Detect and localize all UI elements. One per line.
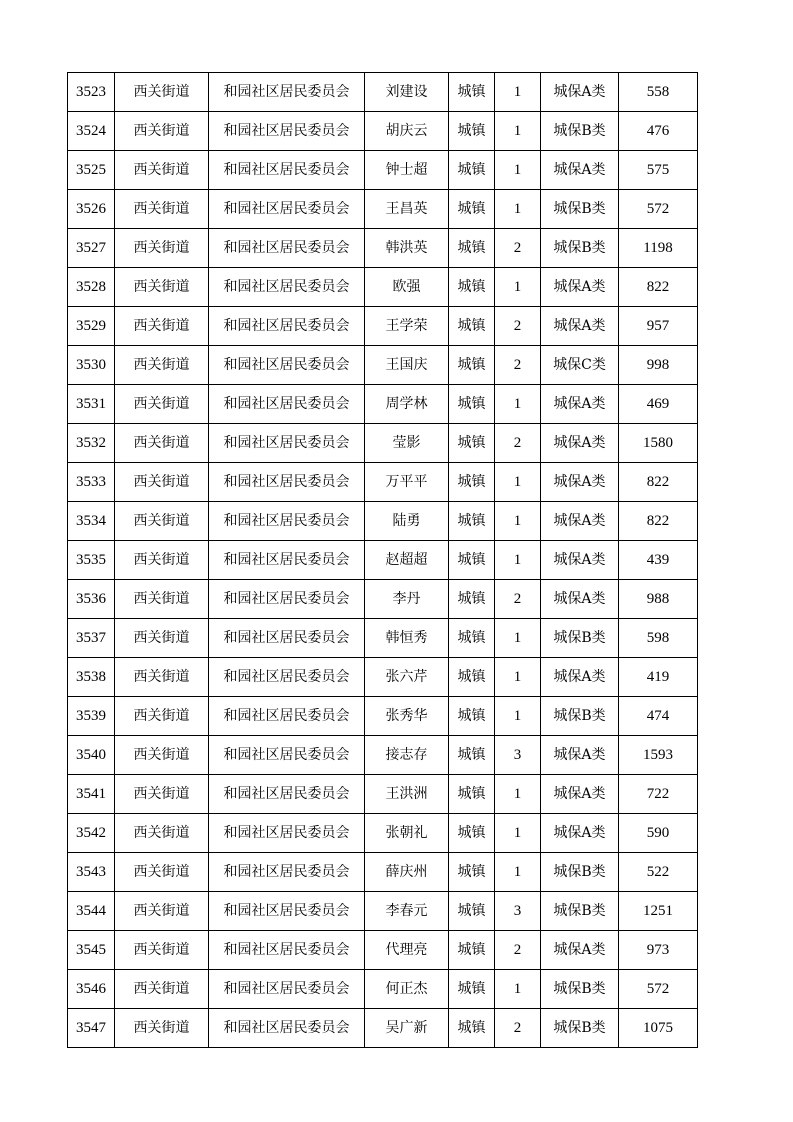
street-cell: 西关街道 <box>115 463 209 502</box>
row-number-cell: 3525 <box>68 151 115 190</box>
insurance-category-cell: 城保C类 <box>541 346 619 385</box>
area-type-cell: 城镇 <box>449 424 495 463</box>
committee-cell: 和园社区居民委员会 <box>209 1009 365 1048</box>
amount-cell: 419 <box>619 658 698 697</box>
benefit-roster-table <box>67 72 698 1048</box>
row-number-cell: 3532 <box>68 424 115 463</box>
resident-name-cell: 胡庆云 <box>365 112 449 151</box>
insurance-category-cell: 城保A类 <box>541 775 619 814</box>
resident-name-cell: 赵超超 <box>365 541 449 580</box>
household-size-cell: 1 <box>495 502 541 541</box>
committee-cell: 和园社区居民委员会 <box>209 307 365 346</box>
household-size-cell: 2 <box>495 580 541 619</box>
household-size-cell: 2 <box>495 931 541 970</box>
committee-cell: 和园社区居民委员会 <box>209 346 365 385</box>
household-size-cell: 1 <box>495 463 541 502</box>
area-type-cell: 城镇 <box>449 190 495 229</box>
table-row <box>68 346 698 385</box>
committee-cell: 和园社区居民委员会 <box>209 190 365 229</box>
household-size-cell: 2 <box>495 346 541 385</box>
area-type-cell: 城镇 <box>449 502 495 541</box>
committee-cell: 和园社区居民委员会 <box>209 385 365 424</box>
street-cell: 西关街道 <box>115 814 209 853</box>
insurance-category-cell: 城保A类 <box>541 541 619 580</box>
household-size-cell: 1 <box>495 151 541 190</box>
row-number-cell: 3536 <box>68 580 115 619</box>
area-type-cell: 城镇 <box>449 892 495 931</box>
amount-cell: 439 <box>619 541 698 580</box>
insurance-category-cell: 城保A类 <box>541 385 619 424</box>
household-size-cell: 1 <box>495 853 541 892</box>
table-row <box>68 697 698 736</box>
committee-cell: 和园社区居民委员会 <box>209 814 365 853</box>
amount-cell: 822 <box>619 268 698 307</box>
area-type-cell: 城镇 <box>449 736 495 775</box>
committee-cell: 和园社区居民委员会 <box>209 73 365 112</box>
amount-cell: 973 <box>619 931 698 970</box>
row-number-cell: 3524 <box>68 112 115 151</box>
street-cell: 西关街道 <box>115 385 209 424</box>
table-row <box>68 307 698 346</box>
insurance-category-cell: 城保A类 <box>541 307 619 346</box>
resident-name-cell: 张六芹 <box>365 658 449 697</box>
household-size-cell: 1 <box>495 385 541 424</box>
street-cell: 西关街道 <box>115 931 209 970</box>
table-row <box>68 1009 698 1048</box>
street-cell: 西关街道 <box>115 1009 209 1048</box>
amount-cell: 575 <box>619 151 698 190</box>
household-size-cell: 1 <box>495 658 541 697</box>
household-size-cell: 3 <box>495 892 541 931</box>
household-size-cell: 1 <box>495 970 541 1009</box>
table-row <box>68 424 698 463</box>
row-number-cell: 3533 <box>68 463 115 502</box>
area-type-cell: 城镇 <box>449 970 495 1009</box>
committee-cell: 和园社区居民委员会 <box>209 619 365 658</box>
household-size-cell: 1 <box>495 814 541 853</box>
area-type-cell: 城镇 <box>449 658 495 697</box>
resident-name-cell: 李丹 <box>365 580 449 619</box>
insurance-category-cell: 城保A类 <box>541 424 619 463</box>
resident-name-cell: 李春元 <box>365 892 449 931</box>
household-size-cell: 1 <box>495 112 541 151</box>
street-cell: 西关街道 <box>115 502 209 541</box>
area-type-cell: 城镇 <box>449 1009 495 1048</box>
household-size-cell: 1 <box>495 541 541 580</box>
resident-name-cell: 薛庆州 <box>365 853 449 892</box>
resident-name-cell: 张朝礼 <box>365 814 449 853</box>
committee-cell: 和园社区居民委员会 <box>209 775 365 814</box>
insurance-category-cell: 城保A类 <box>541 151 619 190</box>
area-type-cell: 城镇 <box>449 853 495 892</box>
amount-cell: 1075 <box>619 1009 698 1048</box>
table-row <box>68 931 698 970</box>
amount-cell: 1580 <box>619 424 698 463</box>
amount-cell: 998 <box>619 346 698 385</box>
area-type-cell: 城镇 <box>449 775 495 814</box>
street-cell: 西关街道 <box>115 229 209 268</box>
amount-cell: 1198 <box>619 229 698 268</box>
table-row <box>68 736 698 775</box>
resident-name-cell: 王国庆 <box>365 346 449 385</box>
resident-name-cell: 接志存 <box>365 736 449 775</box>
street-cell: 西关街道 <box>115 112 209 151</box>
table-row <box>68 814 698 853</box>
resident-name-cell: 王洪洲 <box>365 775 449 814</box>
resident-name-cell: 刘建设 <box>365 73 449 112</box>
household-size-cell: 2 <box>495 1009 541 1048</box>
street-cell: 西关街道 <box>115 970 209 1009</box>
household-size-cell: 1 <box>495 73 541 112</box>
insurance-category-cell: 城保B类 <box>541 970 619 1009</box>
committee-cell: 和园社区居民委员会 <box>209 736 365 775</box>
committee-cell: 和园社区居民委员会 <box>209 151 365 190</box>
amount-cell: 598 <box>619 619 698 658</box>
committee-cell: 和园社区居民委员会 <box>209 229 365 268</box>
row-number-cell: 3526 <box>68 190 115 229</box>
amount-cell: 474 <box>619 697 698 736</box>
resident-name-cell: 周学林 <box>365 385 449 424</box>
row-number-cell: 3527 <box>68 229 115 268</box>
area-type-cell: 城镇 <box>449 307 495 346</box>
street-cell: 西关街道 <box>115 346 209 385</box>
amount-cell: 476 <box>619 112 698 151</box>
committee-cell: 和园社区居民委员会 <box>209 424 365 463</box>
committee-cell: 和园社区居民委员会 <box>209 970 365 1009</box>
insurance-category-cell: 城保A类 <box>541 580 619 619</box>
resident-name-cell: 韩洪英 <box>365 229 449 268</box>
table-row <box>68 73 698 112</box>
amount-cell: 957 <box>619 307 698 346</box>
household-size-cell: 1 <box>495 619 541 658</box>
insurance-category-cell: 城保A类 <box>541 814 619 853</box>
amount-cell: 469 <box>619 385 698 424</box>
street-cell: 西关街道 <box>115 190 209 229</box>
table-row <box>68 853 698 892</box>
area-type-cell: 城镇 <box>449 112 495 151</box>
committee-cell: 和园社区居民委员会 <box>209 502 365 541</box>
resident-name-cell: 张秀华 <box>365 697 449 736</box>
street-cell: 西关街道 <box>115 580 209 619</box>
amount-cell: 988 <box>619 580 698 619</box>
insurance-category-cell: 城保B类 <box>541 1009 619 1048</box>
insurance-category-cell: 城保A类 <box>541 268 619 307</box>
street-cell: 西关街道 <box>115 658 209 697</box>
amount-cell: 722 <box>619 775 698 814</box>
area-type-cell: 城镇 <box>449 931 495 970</box>
amount-cell: 572 <box>619 970 698 1009</box>
insurance-category-cell: 城保A类 <box>541 502 619 541</box>
resident-name-cell: 王昌英 <box>365 190 449 229</box>
table-row <box>68 385 698 424</box>
row-number-cell: 3544 <box>68 892 115 931</box>
insurance-category-cell: 城保A类 <box>541 658 619 697</box>
area-type-cell: 城镇 <box>449 580 495 619</box>
insurance-category-cell: 城保A类 <box>541 73 619 112</box>
insurance-category-cell: 城保B类 <box>541 892 619 931</box>
insurance-category-cell: 城保A类 <box>541 736 619 775</box>
committee-cell: 和园社区居民委员会 <box>209 463 365 502</box>
row-number-cell: 3537 <box>68 619 115 658</box>
resident-name-cell: 韩恒秀 <box>365 619 449 658</box>
row-number-cell: 3546 <box>68 970 115 1009</box>
street-cell: 西关街道 <box>115 736 209 775</box>
area-type-cell: 城镇 <box>449 541 495 580</box>
resident-name-cell: 代理亮 <box>365 931 449 970</box>
committee-cell: 和园社区居民委员会 <box>209 853 365 892</box>
insurance-category-cell: 城保B类 <box>541 190 619 229</box>
table-row <box>68 502 698 541</box>
amount-cell: 1593 <box>619 736 698 775</box>
amount-cell: 590 <box>619 814 698 853</box>
household-size-cell: 2 <box>495 424 541 463</box>
table-row <box>68 892 698 931</box>
row-number-cell: 3539 <box>68 697 115 736</box>
committee-cell: 和园社区居民委员会 <box>209 112 365 151</box>
household-size-cell: 2 <box>495 307 541 346</box>
amount-cell: 822 <box>619 502 698 541</box>
table-row <box>68 658 698 697</box>
table-row <box>68 541 698 580</box>
insurance-category-cell: 城保A类 <box>541 463 619 502</box>
street-cell: 西关街道 <box>115 619 209 658</box>
row-number-cell: 3547 <box>68 1009 115 1048</box>
household-size-cell: 1 <box>495 775 541 814</box>
area-type-cell: 城镇 <box>449 151 495 190</box>
row-number-cell: 3535 <box>68 541 115 580</box>
area-type-cell: 城镇 <box>449 346 495 385</box>
row-number-cell: 3541 <box>68 775 115 814</box>
insurance-category-cell: 城保B类 <box>541 112 619 151</box>
table-row <box>68 229 698 268</box>
table-row <box>68 190 698 229</box>
table-row <box>68 970 698 1009</box>
table-row <box>68 112 698 151</box>
row-number-cell: 3534 <box>68 502 115 541</box>
row-number-cell: 3530 <box>68 346 115 385</box>
resident-name-cell: 陆勇 <box>365 502 449 541</box>
amount-cell: 522 <box>619 853 698 892</box>
resident-name-cell: 何正杰 <box>365 970 449 1009</box>
table-body <box>68 73 698 1048</box>
area-type-cell: 城镇 <box>449 697 495 736</box>
area-type-cell: 城镇 <box>449 619 495 658</box>
insurance-category-cell: 城保B类 <box>541 619 619 658</box>
street-cell: 西关街道 <box>115 307 209 346</box>
household-size-cell: 1 <box>495 697 541 736</box>
household-size-cell: 1 <box>495 268 541 307</box>
amount-cell: 1251 <box>619 892 698 931</box>
resident-name-cell: 万平平 <box>365 463 449 502</box>
amount-cell: 822 <box>619 463 698 502</box>
resident-name-cell: 钟士超 <box>365 151 449 190</box>
insurance-category-cell: 城保B类 <box>541 697 619 736</box>
row-number-cell: 3528 <box>68 268 115 307</box>
row-number-cell: 3542 <box>68 814 115 853</box>
committee-cell: 和园社区居民委员会 <box>209 268 365 307</box>
committee-cell: 和园社区居民委员会 <box>209 541 365 580</box>
amount-cell: 572 <box>619 190 698 229</box>
area-type-cell: 城镇 <box>449 229 495 268</box>
table-row <box>68 580 698 619</box>
row-number-cell: 3545 <box>68 931 115 970</box>
row-number-cell: 3529 <box>68 307 115 346</box>
street-cell: 西关街道 <box>115 73 209 112</box>
area-type-cell: 城镇 <box>449 814 495 853</box>
table-row <box>68 151 698 190</box>
row-number-cell: 3523 <box>68 73 115 112</box>
street-cell: 西关街道 <box>115 151 209 190</box>
area-type-cell: 城镇 <box>449 385 495 424</box>
row-number-cell: 3531 <box>68 385 115 424</box>
table-row <box>68 463 698 502</box>
street-cell: 西关街道 <box>115 268 209 307</box>
row-number-cell: 3540 <box>68 736 115 775</box>
street-cell: 西关街道 <box>115 892 209 931</box>
row-number-cell: 3538 <box>68 658 115 697</box>
household-size-cell: 2 <box>495 229 541 268</box>
area-type-cell: 城镇 <box>449 73 495 112</box>
committee-cell: 和园社区居民委员会 <box>209 931 365 970</box>
insurance-category-cell: 城保B类 <box>541 853 619 892</box>
committee-cell: 和园社区居民委员会 <box>209 892 365 931</box>
resident-name-cell: 欧强 <box>365 268 449 307</box>
table-row <box>68 775 698 814</box>
street-cell: 西关街道 <box>115 775 209 814</box>
area-type-cell: 城镇 <box>449 463 495 502</box>
table-row <box>68 619 698 658</box>
household-size-cell: 1 <box>495 190 541 229</box>
row-number-cell: 3543 <box>68 853 115 892</box>
street-cell: 西关街道 <box>115 853 209 892</box>
insurance-category-cell: 城保B类 <box>541 229 619 268</box>
table-row <box>68 268 698 307</box>
street-cell: 西关街道 <box>115 541 209 580</box>
committee-cell: 和园社区居民委员会 <box>209 697 365 736</box>
resident-name-cell: 吴广新 <box>365 1009 449 1048</box>
street-cell: 西关街道 <box>115 697 209 736</box>
resident-name-cell: 王学荣 <box>365 307 449 346</box>
household-size-cell: 3 <box>495 736 541 775</box>
amount-cell: 558 <box>619 73 698 112</box>
resident-name-cell: 莹影 <box>365 424 449 463</box>
committee-cell: 和园社区居民委员会 <box>209 580 365 619</box>
insurance-category-cell: 城保A类 <box>541 931 619 970</box>
area-type-cell: 城镇 <box>449 268 495 307</box>
street-cell: 西关街道 <box>115 424 209 463</box>
committee-cell: 和园社区居民委员会 <box>209 658 365 697</box>
